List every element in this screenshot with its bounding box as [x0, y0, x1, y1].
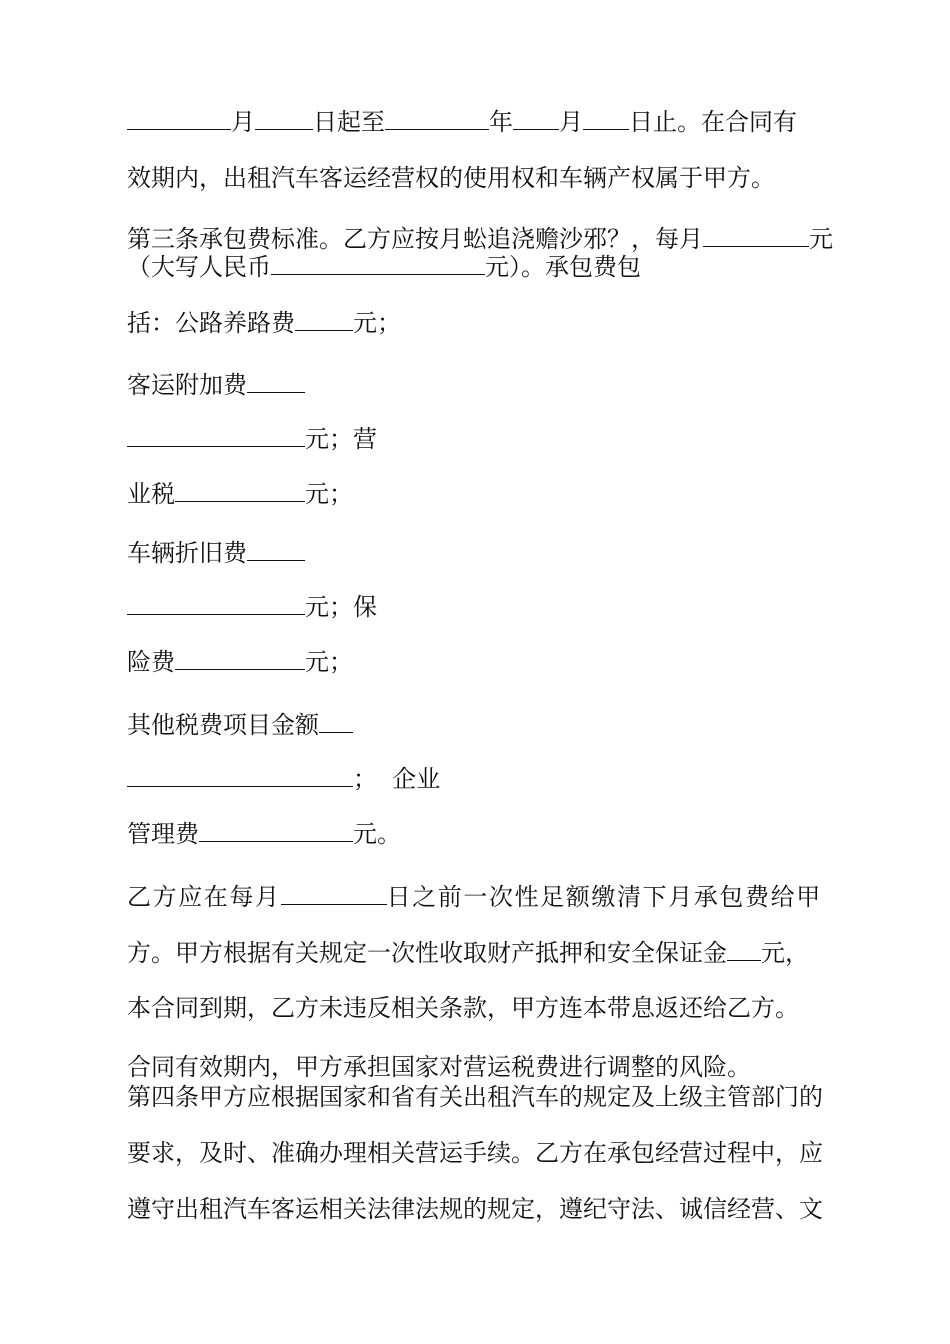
blank-field [127, 107, 231, 130]
text-line: 合同有效期内，甲方承担国家对营运税费进行调整的风险。 [127, 1053, 751, 1081]
text-line: 第三条承包费标准。乙方应按月蚣追浇赡沙邪？，每月 元 [127, 225, 833, 253]
blank-field [247, 538, 305, 561]
text-line: 业税 元； [127, 480, 353, 508]
text-line: 效期内，出租汽车客运经营权的使用权和车辆产权属于甲方。 [127, 164, 775, 192]
blank-field [199, 819, 353, 842]
blank-field [295, 308, 353, 331]
text-line: 其他税费项目金额 [127, 710, 353, 740]
blank-field [127, 424, 305, 447]
text-line: 第四条甲方应根据国家和省有关出租汽车的规定及上级主管部门的 [127, 1083, 823, 1111]
blank-field [127, 592, 305, 615]
blank-field [281, 882, 387, 905]
text-line: （大写人民币 元）。承包费包 [127, 253, 641, 281]
text-line: 客运附加费 [127, 370, 305, 400]
text-line: 方。甲方根据有关规定一次性收取财产抵押和安全保证金 元， [127, 939, 809, 967]
text-line: 元；保 [127, 592, 377, 622]
blank-field [583, 107, 629, 130]
text-line: 管理费 元。 [127, 820, 401, 848]
blank-field [385, 107, 489, 130]
text-line: 本合同到期，乙方未违反相关条款，甲方连本带息返还给乙方。 [127, 994, 799, 1022]
blank-field [175, 647, 305, 670]
blank-field [127, 764, 353, 787]
text-line: 险费 元； [127, 648, 353, 676]
blank-field [255, 107, 313, 130]
text-line: 车辆折旧费 [127, 538, 305, 568]
blank-field [727, 938, 761, 961]
blank-field [703, 224, 809, 247]
text-line: 元；营 [127, 424, 377, 454]
text-line: 遵守出租汽车客运相关法律法规的规定，遵纪守法、诚信经营、文 [127, 1195, 823, 1223]
blank-field [175, 479, 305, 502]
blank-field [513, 107, 559, 130]
text-line: 括：公路养路费 元； [127, 309, 401, 337]
text-line: ； 企业 [127, 764, 440, 794]
blank-field [319, 710, 353, 733]
text-line: 要求，及时、准确办理相关营运手续。乙方在承包经营过程中，应 [127, 1139, 823, 1167]
blank-field [271, 252, 485, 275]
blank-field [247, 370, 305, 393]
text-line: 月 日起至 年 月 日止。在合同有 [127, 107, 797, 137]
text-line: 乙方应在每月 日之前一次性足额缴清下月承包费给甲 [127, 883, 822, 911]
